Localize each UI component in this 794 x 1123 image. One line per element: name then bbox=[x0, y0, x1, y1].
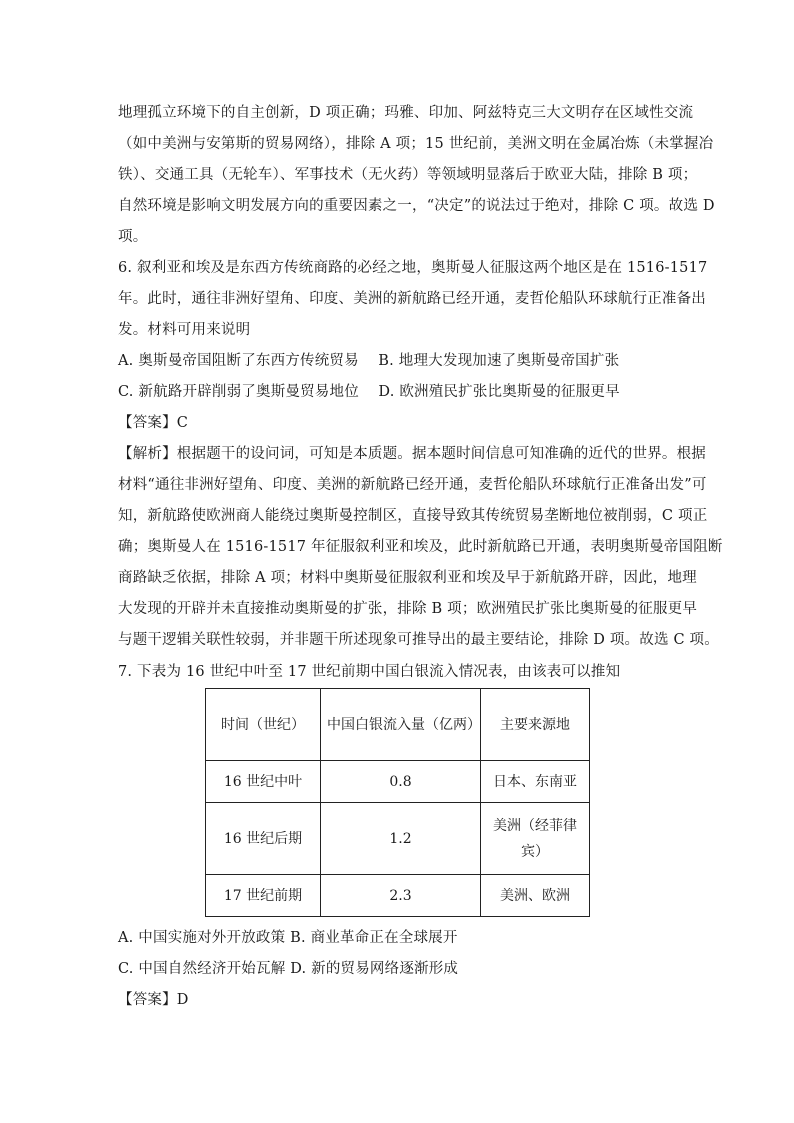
question-7-stem: 7. 下表为 16 世纪中叶至 17 世纪前期中国白银流入情况表，由该表可以推知 bbox=[118, 664, 621, 680]
table-row bbox=[206, 803, 590, 875]
table-cell: 0.8 bbox=[321, 761, 481, 803]
table-row bbox=[206, 875, 590, 917]
table-cell: 17 世纪前期 bbox=[206, 875, 321, 917]
text-line: 铁）、交通工具（无轮车）、军事技术（无火药）等领域明显落后于欧亚大陆，排除 B 项； bbox=[118, 167, 698, 183]
table-cell: 美洲（经菲律宾） bbox=[481, 803, 590, 875]
question-6-analysis: 大发现的开辟并未直接推动奥斯曼的扩张，排除 B 项；欧洲殖民扩张比奥斯曼的征服更早 bbox=[118, 601, 698, 617]
question-7-options: A. 中国实施对外开放政策 B. 商业革命正在全球展开 bbox=[118, 930, 458, 946]
table-header-cell: 主要来源地 bbox=[481, 689, 590, 761]
question-6-analysis: 与题干逻辑关联性较弱，并非题干所述现象可推导出的最主要结论，排除 D 项。故选 C 项。 bbox=[118, 632, 719, 648]
table-row bbox=[206, 761, 590, 803]
table-cell: 16 世纪后期 bbox=[206, 803, 321, 875]
text-line: 项。 bbox=[118, 229, 148, 245]
table-cell: 美洲、欧洲 bbox=[481, 875, 590, 917]
question-7-answer: 【答案】D bbox=[118, 992, 189, 1008]
table-cell: 2.3 bbox=[321, 875, 481, 917]
question-6-analysis: 材料“通往非洲好望角、印度、美洲的新航路已经开通，麦哲伦船队环球航行正准备出发”可 bbox=[118, 477, 707, 493]
question-6-analysis: 确；奥斯曼人在 1516-1517 年征服叙利亚和埃及，此时新航路已开通，表明奥斯曼帝国阻断 bbox=[118, 539, 723, 555]
question-6-options: C. 新航路开辟削弱了奥斯曼贸易地位 D. 欧洲殖民扩张比奥斯曼的征服更早 bbox=[118, 384, 620, 400]
question-6-stem: 6. 叙利亚和埃及是东西方传统商路的必经之地，奥斯曼人征服这两个地区是在 1516-1517 bbox=[118, 260, 708, 276]
silver-inflow-table bbox=[205, 688, 590, 917]
question-6-answer: 【答案】C bbox=[118, 415, 189, 431]
question-6-analysis: 【解析】根据题干的设问词，可知是本质题。据本题时间信息可知准确的近代的世界。根据 bbox=[118, 446, 706, 462]
question-6-analysis: 商路缺乏依据，排除 A 项；材料中奥斯曼征服叙利亚和埃及早于新航路开辟，因此，地理 bbox=[118, 570, 697, 586]
table-header-row bbox=[206, 689, 590, 761]
question-6-options: A. 奥斯曼帝国阻断了东西方传统贸易 B. 地理大发现加速了奥斯曼帝国扩张 bbox=[118, 353, 620, 369]
text-line: 地理孤立环境下的自主创新，D 项正确；玛雅、印加、阿兹特克三大文明存在区域性交流 bbox=[118, 105, 694, 121]
question-7-options: C. 中国自然经济开始瓦解 D. 新的贸易网络逐渐形成 bbox=[118, 961, 459, 977]
table-header-cell: 中国白银流入量（亿两） bbox=[321, 689, 481, 761]
table-cell: 1.2 bbox=[321, 803, 481, 875]
table-cell: 日本、东南亚 bbox=[481, 761, 590, 803]
question-6-stem: 年。此时，通往非洲好望角、印度、美洲的新航路已经开通，麦哲伦船队环球航行正准备出 bbox=[118, 291, 706, 307]
question-6-stem: 发。材料可用来说明 bbox=[118, 322, 251, 338]
text-line: （如中美洲与安第斯的贸易网络），排除 A 项；15 世纪前，美洲文明在金属冶炼（未掌握冶 bbox=[118, 136, 714, 152]
table-header-cell: 时间（世纪） bbox=[206, 689, 321, 761]
text-line: 自然环境是影响文明发展方向的重要因素之一，“决定”的说法过于绝对，排除 C 项。故选 D bbox=[118, 198, 715, 214]
question-6-analysis: 知，新航路使欧洲商人能绕过奥斯曼控制区，直接导致其传统贸易垄断地位被削弱，C 项正 bbox=[118, 508, 708, 524]
table-cell: 16 世纪中叶 bbox=[206, 761, 321, 803]
